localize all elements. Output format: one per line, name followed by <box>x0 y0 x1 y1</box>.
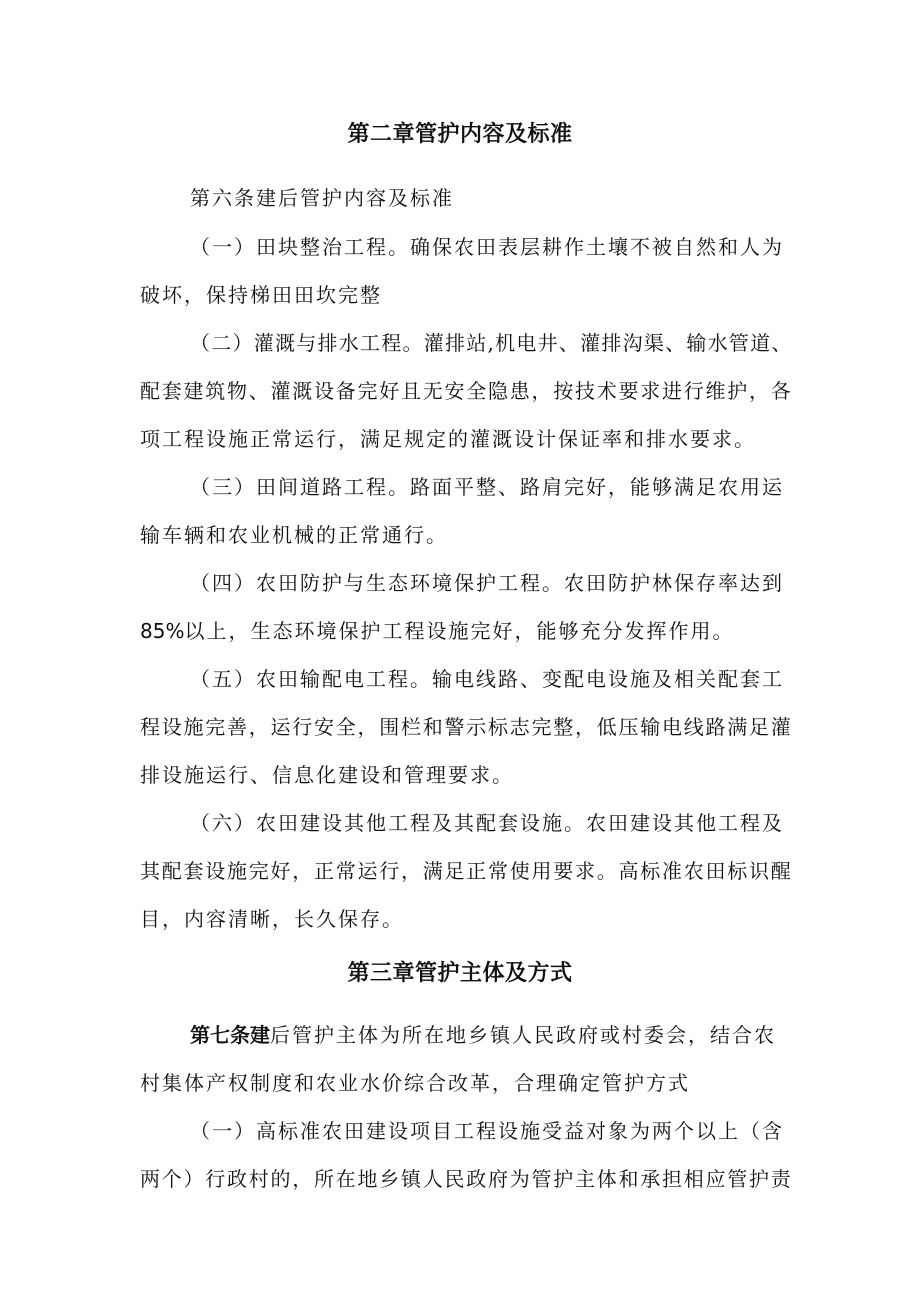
article-6-title: 第六条建后管护内容及标准 <box>190 186 454 210</box>
article-7-line-2: 村集体产权制度和农业水价综合改革，合理确定管护方式 <box>140 1071 690 1095</box>
item-3-line-2: 输车辆和农业机械的正常通行。 <box>140 523 448 547</box>
article-7-rest: 后管护主体为所在地乡镇人民政府或村委会，结合农 <box>270 1023 776 1047</box>
item-5-line-2: 程设施完善，运行安全，围栏和警示标志完整，低压输电线路满足灌 <box>140 715 793 739</box>
item-4-percent: 85% <box>140 619 185 643</box>
item-4-line-1: （四）农田防护与生态环境保护工程。农田防护林保存率达到 <box>190 571 784 595</box>
item-6-line-1: （六）农田建设其他工程及其配套设施。农田建设其他工程及 <box>190 811 784 835</box>
item-4-percent-rest: 以上，生态环境保护工程设施完好，能够充分发挥作用。 <box>184 619 735 643</box>
item-6-line-3: 目，内容清晰，长久保存。 <box>140 907 404 931</box>
article-7-lead: 第七条建 <box>190 1023 270 1047</box>
item-5-line-3: 排设施运行、信息化建设和管理要求。 <box>140 763 514 787</box>
item-2-line-2: 配套建筑物、灌溉设备完好且无安全隐患，按技术要求进行维护，各 <box>140 379 793 403</box>
chapter-3-title: 第三章管护主体及方式 <box>347 961 573 986</box>
item-2-line-3: 项工程设施正常运行，满足规定的灌溉设计保证率和排水要求。 <box>140 427 756 451</box>
item-1-line-2: 破坏，保持梯田田坎完整 <box>140 283 382 307</box>
ch3-item-1-line-1: （一）高标准农田建设项目工程设施受益对象为两个以上（含 <box>190 1119 784 1143</box>
item-6-line-2: 其配套设施完好，正常运行，满足正常使用要求。高标准农田标识醒 <box>140 859 793 883</box>
item-5-line-1: （五）农田输配电工程。输电线路、变配电设施及相关配套工 <box>190 667 784 691</box>
item-2-line-1: （二）灌溉与排水工程。灌排站,机电井、灌排沟渠、输水管道、 <box>190 331 793 355</box>
item-3-line-1: （三）田间道路工程。路面平整、路肩完好，能够满足农用运 <box>190 475 784 499</box>
item-1-line-1: （一）田块整治工程。确保农田表层耕作土壤不被自然和人为 <box>190 235 784 259</box>
chapter-2-title: 第二章管护内容及标准 <box>347 122 573 147</box>
item-4-line-2 <box>140 617 734 645</box>
article-7-line-1 <box>190 1021 776 1049</box>
ch3-item-1-line-2: 两个）行政村的，所在地乡镇人民政府为管护主体和承担相应管护责 <box>140 1167 793 1191</box>
